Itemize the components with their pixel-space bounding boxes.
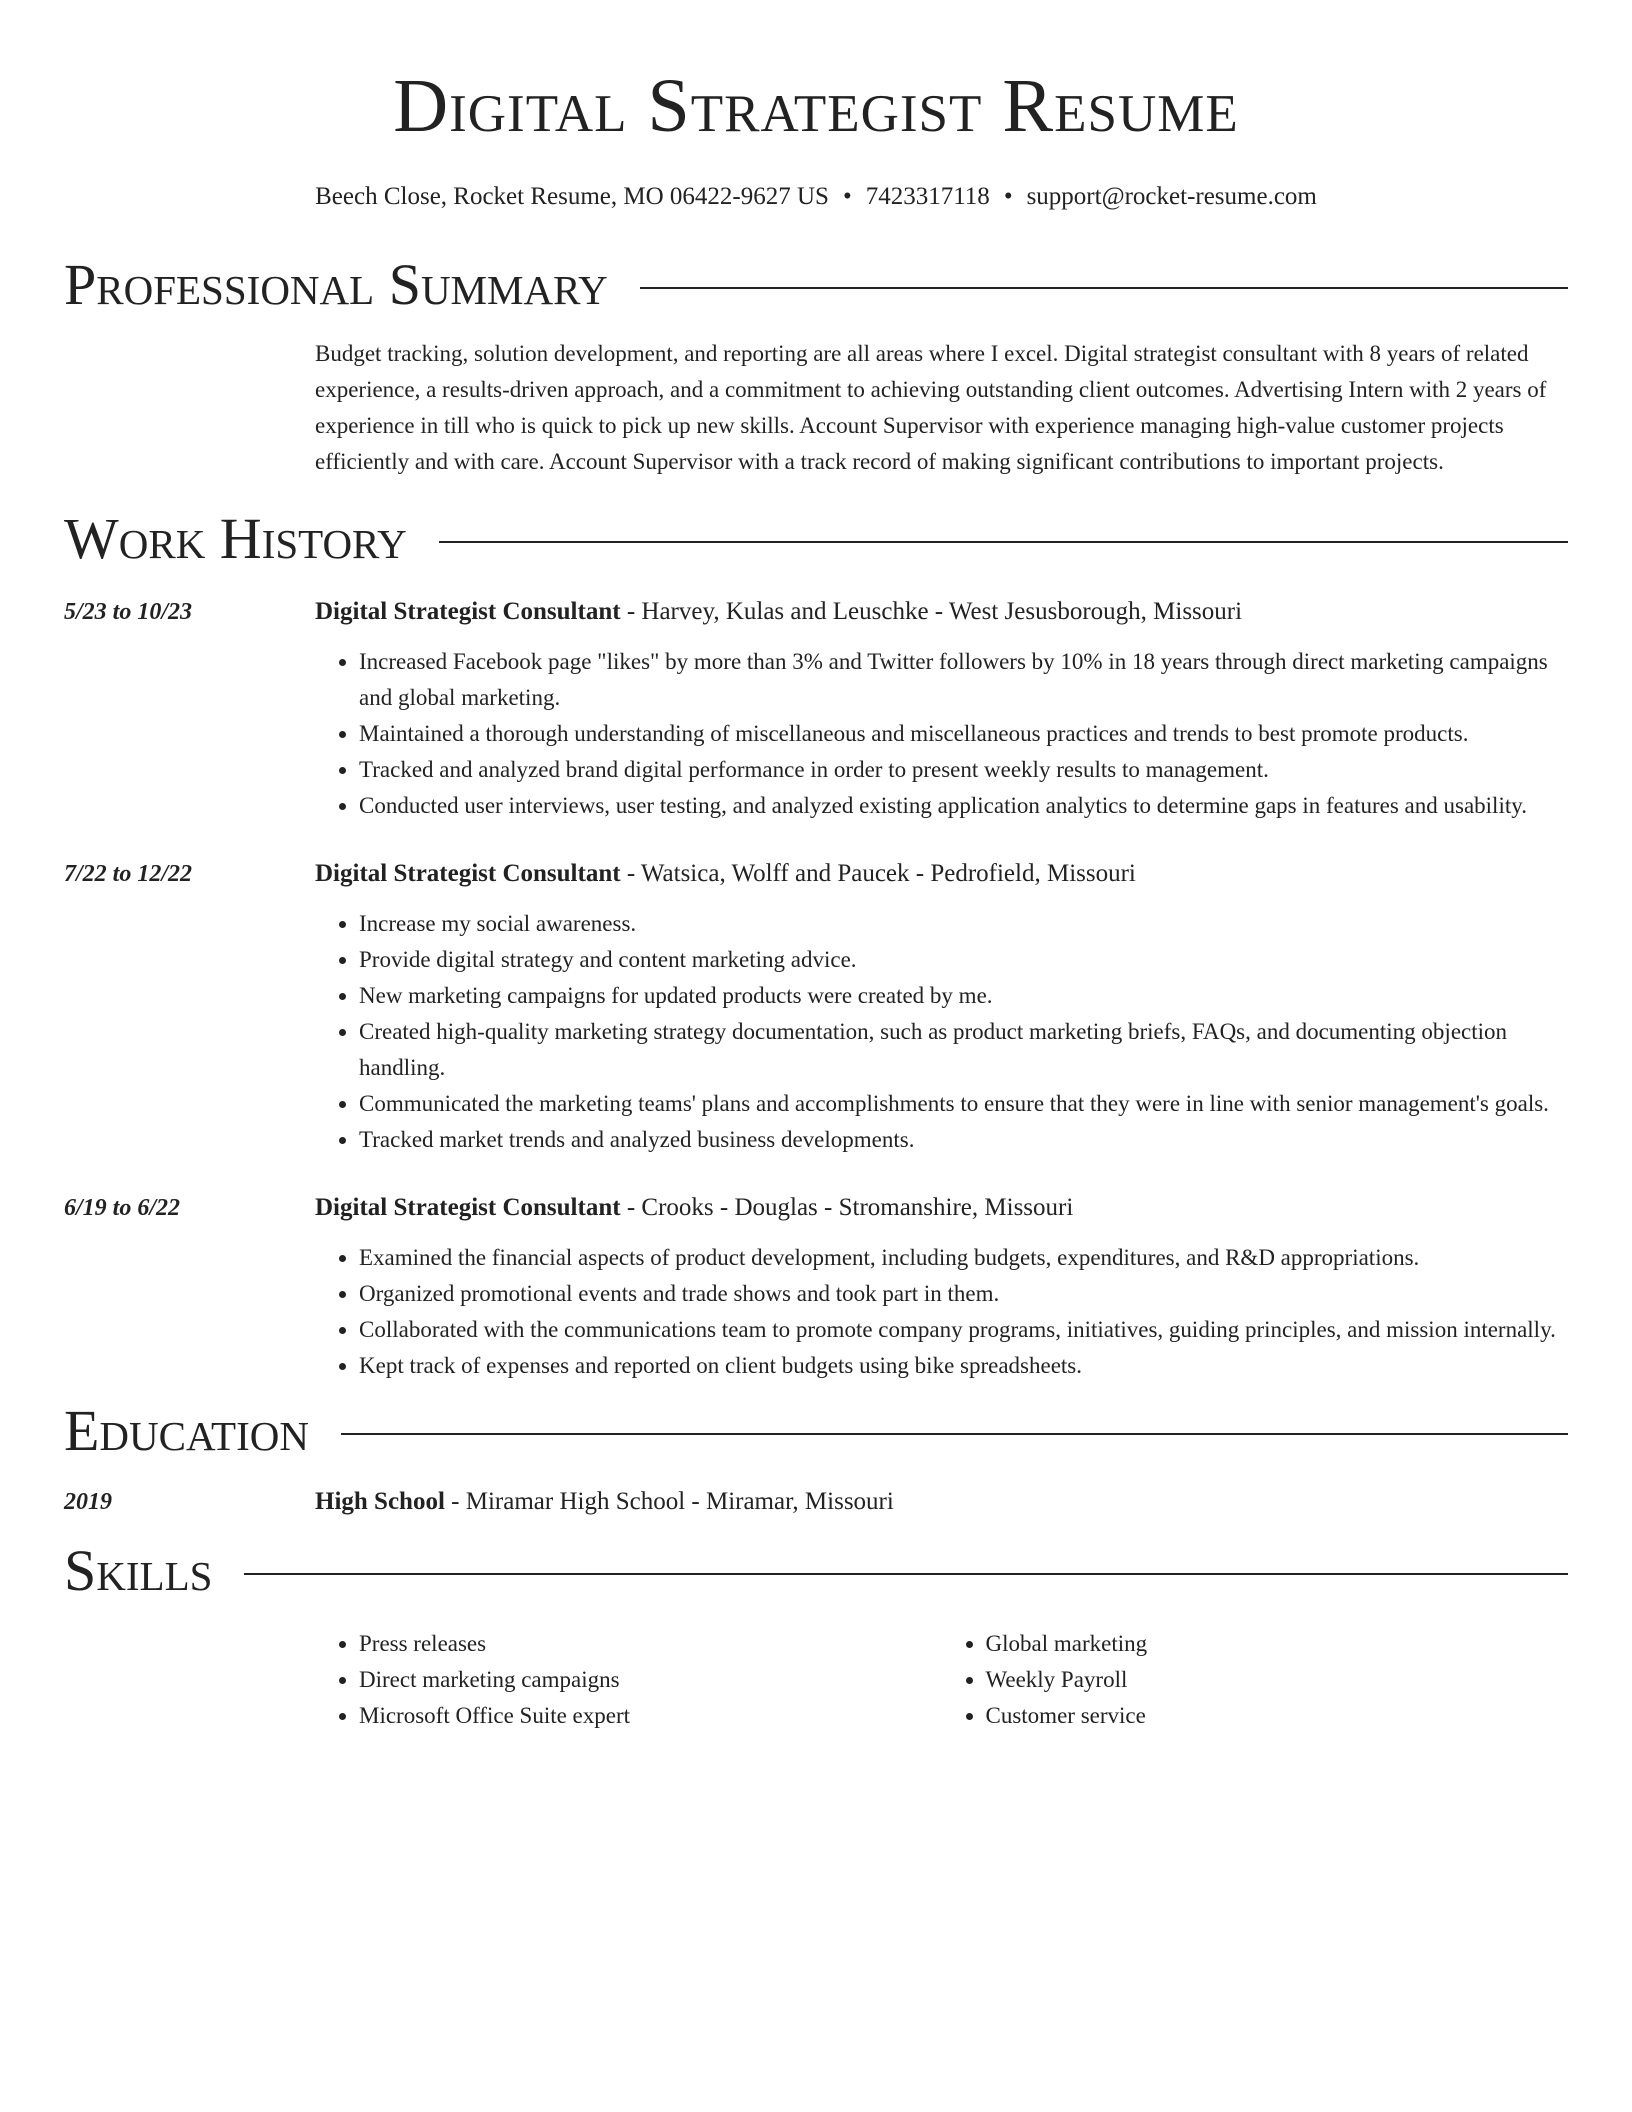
job-bullet: • Communicated the marketing teams' plans and accomplishments to ensure that they were in line with senior management's goals. — [359, 1086, 1568, 1122]
job-content — [315, 594, 1568, 824]
job-title-line — [315, 594, 1568, 630]
work-heading: Work History — [64, 506, 407, 571]
job-bullet: • Increased Facebook page "likes" by more than 3% and Twitter followers by 10% in 18 years through direct marketing campaigns and global marketing. — [359, 644, 1568, 716]
summary-heading: Professional Summary — [64, 252, 608, 317]
skills-heading: Skills — [64, 1538, 213, 1603]
job-title: Digital Strategist Consultant — [315, 598, 621, 625]
skill-item: • Customer service — [986, 1698, 1569, 1734]
job-entry — [64, 594, 1568, 824]
job-title-line — [315, 1190, 1568, 1226]
skills-list — [315, 1626, 1568, 1734]
job-details: - Crooks - Douglas - Stromanshire, Missouri — [620, 1194, 1074, 1221]
skill-item: • Direct marketing campaigns — [359, 1662, 942, 1698]
job-details: - Harvey, Kulas and Leuschke - West Jesusborough, Missouri — [620, 598, 1243, 625]
job-title: Digital Strategist Consultant — [315, 1194, 621, 1221]
job-entry — [64, 1190, 1568, 1384]
job-bullet: • Organized promotional events and trade shows and took part in them. — [359, 1276, 1568, 1312]
job-dates: 6/19 to 6/22 — [64, 1195, 181, 1221]
skills-column-right — [942, 1626, 1569, 1734]
job-entry — [64, 856, 1568, 1158]
skill-item: • Microsoft Office Suite expert — [359, 1698, 942, 1734]
contact-email: support@rocket-resume.com — [1026, 183, 1317, 210]
job-bullet: • Created high-quality marketing strategy documentation, such as product marketing briefs, FAQs, and documenting objection handling. — [359, 1014, 1568, 1086]
education-section-header — [64, 1398, 1568, 1464]
job-bullet: • Maintained a thorough understanding of miscellaneous and miscellaneous practices and trends to best promote products. — [359, 716, 1568, 752]
education-degree: High School — [315, 1488, 445, 1515]
job-content — [315, 1190, 1568, 1384]
job-bullets — [315, 906, 1568, 1158]
job-bullet: • Tracked market trends and analyzed business developments. — [359, 1122, 1568, 1158]
job-bullet: • Tracked and analyzed brand digital performance in order to present weekly results to management. — [359, 752, 1568, 788]
job-bullet: • Conducted user interviews, user testing, and analyzed existing application analytics to determine gaps in features and usability. — [359, 788, 1568, 824]
education-line — [315, 1484, 1568, 1520]
job-dates: 7/22 to 12/22 — [64, 861, 193, 887]
contact-separator: • — [1003, 183, 1013, 210]
section-divider — [244, 1573, 1568, 1575]
skill-item: • Global marketing — [986, 1626, 1569, 1662]
section-divider — [341, 1433, 1568, 1435]
job-title-line — [315, 856, 1568, 892]
education-details: - Miramar High School - Miramar, Missouri — [444, 1488, 894, 1515]
skills-section-header — [64, 1538, 1568, 1604]
contact-separator: • — [842, 183, 852, 210]
job-bullet: • Provide digital strategy and content marketing advice. — [359, 942, 1568, 978]
job-bullet: • Examined the financial aspects of product development, including budgets, expenditures, and R&D appropriations. — [359, 1240, 1568, 1276]
skill-item: • Press releases — [359, 1626, 942, 1662]
contact-address: Beech Close, Rocket Resume, MO 06422-9627 US — [315, 183, 829, 210]
skill-item: • Weekly Payroll — [986, 1662, 1569, 1698]
job-title: Digital Strategist Consultant — [315, 860, 621, 887]
job-content — [315, 856, 1568, 1158]
contact-line — [64, 180, 1568, 214]
contact-phone: 7423317118 — [865, 183, 990, 210]
work-section-header — [64, 506, 1568, 572]
resume-title: Digital Strategist Resume — [393, 64, 1239, 148]
job-bullet: • Increase my social awareness. — [359, 906, 1568, 942]
job-bullet: • New marketing campaigns for updated products were created by me. — [359, 978, 1568, 1014]
job-details: - Watsica, Wolff and Paucek - Pedrofield, Missouri — [620, 860, 1136, 887]
job-bullet: • Kept track of expenses and reported on client budgets using bike spreadsheets. — [359, 1348, 1568, 1384]
education-heading: Education — [64, 1398, 309, 1463]
education-entry — [64, 1484, 1568, 1520]
education-year: 2019 — [64, 1489, 112, 1515]
job-bullet: • Collaborated with the communications team to promote company programs, initiatives, guiding principles, and mission internally. — [359, 1312, 1568, 1348]
section-divider — [439, 541, 1568, 543]
section-divider — [640, 287, 1568, 289]
job-bullets — [315, 644, 1568, 824]
job-bullets — [315, 1240, 1568, 1384]
summary-section-header — [64, 252, 1568, 318]
skills-column-left — [315, 1626, 942, 1734]
job-dates: 5/23 to 10/23 — [64, 599, 193, 625]
summary-text: Budget tracking, solution development, and reporting are all areas where I excel. Digital strategist consultant with 8 years of related experience, a results-driven approach, and a commitment to achieving outstanding client outcomes. Advertising Intern with 2 years of experience in till who is quick to pick up new skills. Account Supervisor with experience managing high-value customer projects efficiently and with care. Account Supervisor with a track record of making significant contributions to important projects. — [315, 341, 1547, 474]
